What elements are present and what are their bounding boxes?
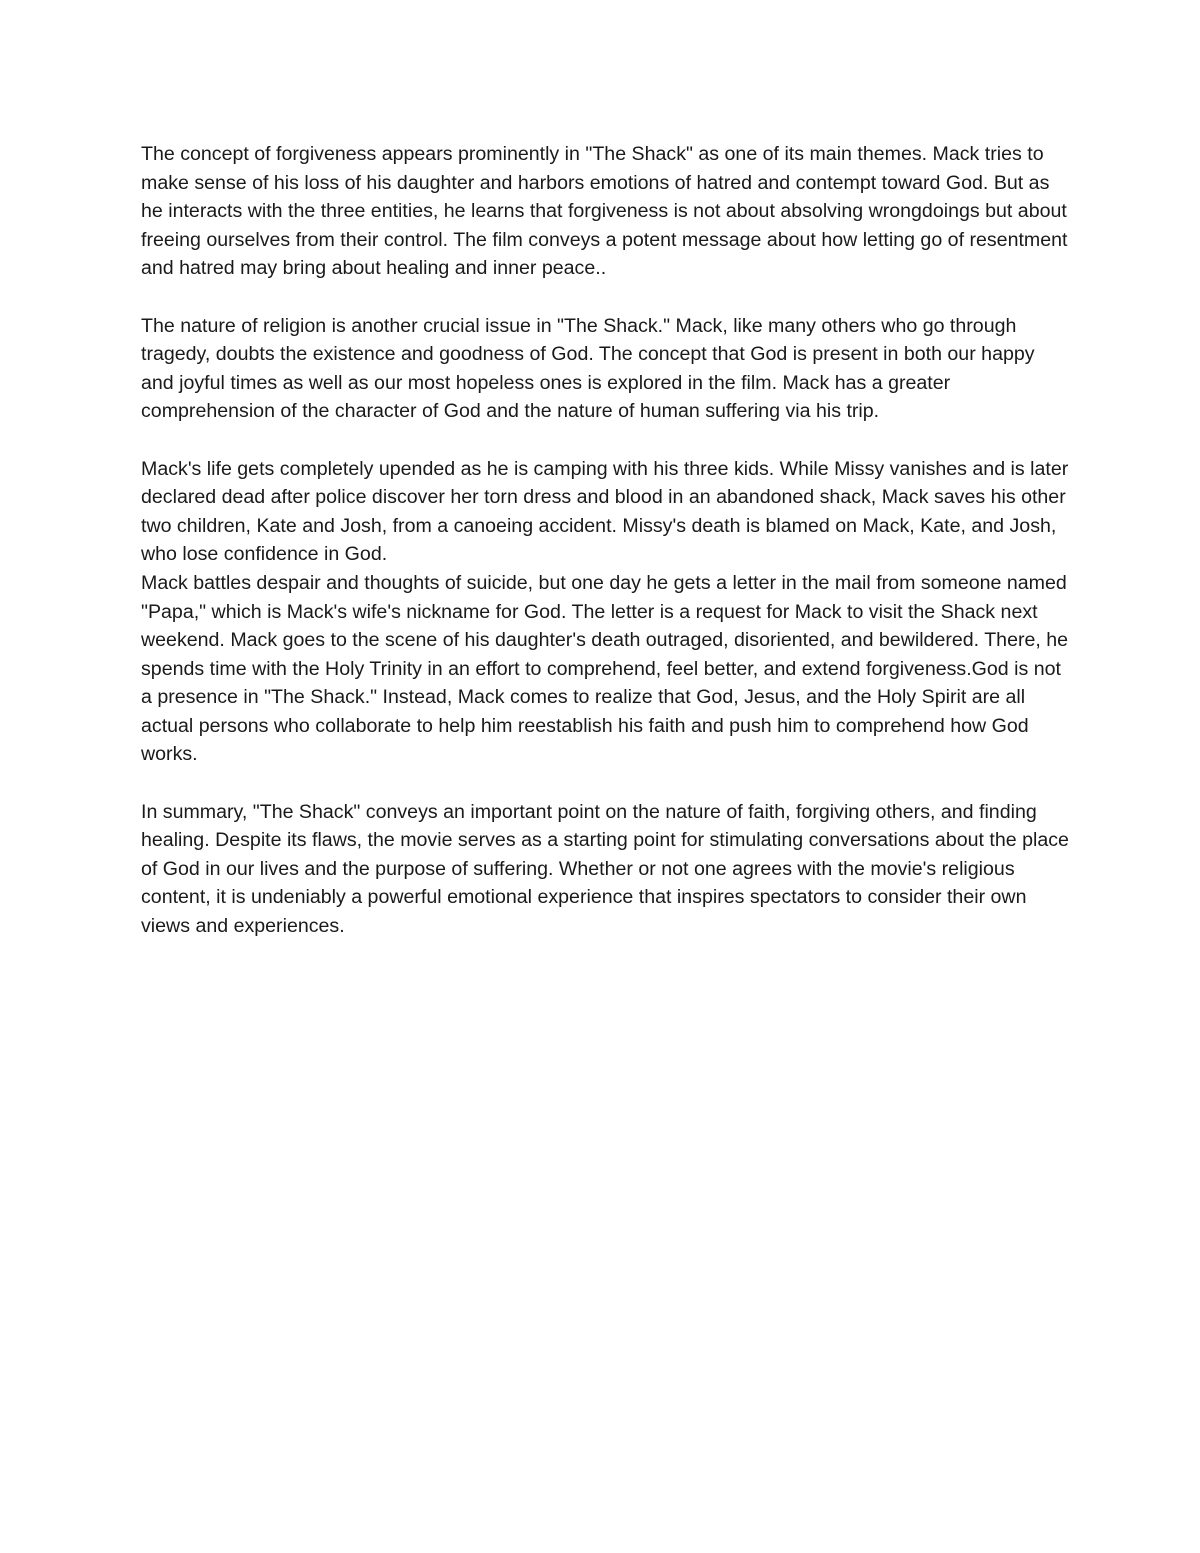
paragraph-letter: Mack battles despair and thoughts of suicide, but one day he gets a letter in the mail from someone named "Papa," which is Mack's wife's nickname for God. The letter is a request for Mack to visit the Shack next weekend. Mack goes to the scene of his daughter's death outraged, disoriented, and bewildered. There, he spends time with the Holy Trinity in an effort to comprehend, feel better, and extend forgiveness.God is not a presence in "The Shack." Instead, Mack comes to realize that God, Jesus, and the Holy Spirit are all actual persons who collaborate to help him reestablish his faith and push him to comprehend how God works. bbox=[141, 571, 1069, 766]
paragraph-summary: In summary, "The Shack" conveys an important point on the nature of faith, forgiving others, and finding healing. Despite its flaws, the movie serves as a starting point for stimulating conversations about the place of God in our lives and the purpose of suffering. Whether or not one agrees with the movie's religious content, it is undeniably a powerful emotional experience that inspires spectators to consider their own views and experiences. bbox=[141, 800, 1069, 938]
paragraph-religion: The nature of religion is another crucial issue in "The Shack." Mack, like many others who go through tragedy, doubts the existence and goodness of God. The concept that God is present in both our happy and joyful times as well as our most hopeless ones is explored in the film. Mack has a greater comprehension of the character of God and the nature of human suffering via his trip. bbox=[141, 314, 1035, 423]
paragraph-spacer bbox=[141, 283, 1071, 312]
paragraph-spacer bbox=[141, 769, 1071, 798]
paragraph-camping: Mack's life gets completely upended as he is camping with his three kids. While Missy vanishes and is later declared dead after police discover her torn dress and blood in an abandoned shack, Mack saves his other two children, Kate and Josh, from a canoeing accident. Missy's death is blamed on Mack, Kate, and Josh, who lose confidence in God. bbox=[141, 457, 1069, 566]
document-body bbox=[141, 140, 1071, 941]
paragraph-forgiveness: The concept of forgiveness appears prominently in "The Shack" as one of its main themes. Mack tries to make sense of his loss of his daughter and harbors emotions of hatred and contempt toward God. But as he interacts with the three entities, he learns that forgiveness is not about absolving wrongdoings but about freeing ourselves from their control. The film conveys a potent message about how letting go of resentment and hatred may bring about healing and inner peace.. bbox=[141, 143, 1068, 280]
paragraph-spacer bbox=[141, 426, 1071, 455]
